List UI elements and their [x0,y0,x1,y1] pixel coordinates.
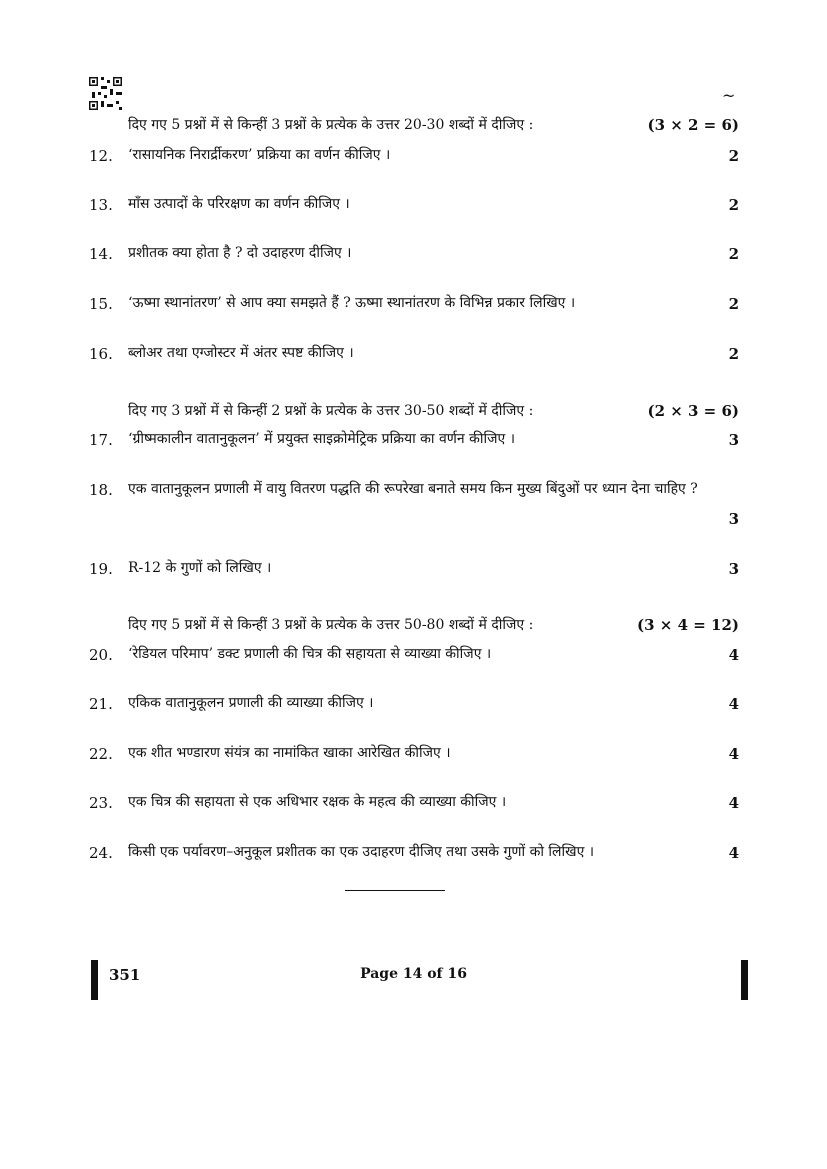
question-text: एकिक वातानुकूलन प्रणाली की व्याख्या कीजिए । [128,695,374,711]
question-text: एक चित्र की सहायता से एक अधिभार रक्षक के महत्व की व्याख्या कीजिए । [128,794,507,810]
question-text: प्रशीतक क्या होता है ? दो उदाहरण दीजिए । [128,245,352,261]
corner-symbol: ~ [722,86,736,105]
question-number: 22. [89,745,113,763]
question-marks: 2 [728,245,739,263]
question-text: R-12 के गुणों को लिखिए । [128,560,272,576]
question-text: ब्लोअर तथा एग्जोस्टर में अंतर स्पष्ट कीजिए । [128,345,354,361]
question-marks: 3 [728,560,739,578]
question-text: एक शीत भण्डारण संयंत्र का नामांकित खाका आरेखित कीजिए । [128,745,451,761]
question-number: 13. [89,196,113,214]
question-number: 14. [89,245,113,263]
question-number: 16. [89,345,113,363]
question-marks: 4 [728,794,739,812]
page-number: Page 14 of 16 [360,966,467,982]
section-instruction: दिए गए 5 प्रश्नों में से किन्हीं 3 प्रश्नों के प्रत्येक के उत्तर 20-30 शब्दों में दीजिए : [128,117,534,133]
question-number: 15. [89,295,113,313]
question-number: 20. [89,646,113,664]
question-text: ‘रासायनिक निरार्द्रीकरण’ प्रक्रिया का वर्णन कीजिए । [128,147,391,163]
question-text: ‘ग्रीष्मकालीन वातानुकूलन’ में प्रयुक्त साइक्रोमेट्रिक प्रक्रिया का वर्णन कीजिए । [128,431,516,447]
question-text: ‘ऊष्मा स्थानांतरण’ से आप क्या समझते हैं ? ऊष्मा स्थानांतरण के विभिन्न प्रकार लिखिए । [128,295,576,311]
paper-code: 351 [109,966,141,984]
section-marks: (3 × 2 = 6) [647,116,739,134]
question-number: 21. [89,695,113,713]
qr-code-icon [89,77,122,110]
section-marks: (2 × 3 = 6) [647,402,739,420]
question-marks: 2 [728,345,739,363]
question-marks: 3 [728,431,739,449]
question-marks: 2 [728,295,739,313]
footer-bar-right [741,960,748,1000]
question-text: एक वातानुकूलन प्रणाली में वायु वितरण पद्धति की रूपरेखा बनाते समय किन मुख्य बिंदुओं पर ध्यान देना चाहिए ? [128,481,698,497]
question-marks: 2 [728,196,739,214]
end-divider [345,890,445,891]
question-text: ‘रेडियल परिमाप’ डक्ट प्रणाली की चित्र की सहायता से व्याख्या कीजिए । [128,646,492,662]
question-number: 23. [89,794,113,812]
question-text: माँस उत्पादों के परिरक्षण का वर्णन कीजिए । [128,196,350,212]
question-marks: 3 [728,510,739,528]
question-number: 12. [89,147,113,165]
section-instruction: दिए गए 5 प्रश्नों में से किन्हीं 3 प्रश्नों के प्रत्येक के उत्तर 50-80 शब्दों में दीजिए : [128,617,534,633]
section-instruction: दिए गए 3 प्रश्नों में से किन्हीं 2 प्रश्नों के प्रत्येक के उत्तर 30-50 शब्दों में दीजिए : [128,403,534,419]
question-text: किसी एक पर्यावरण–अनुकूल प्रशीतक का एक उदाहरण दीजिए तथा उसके गुणों को लिखिए । [128,844,595,860]
question-number: 24. [89,844,113,862]
question-number: 18. [89,481,113,499]
question-marks: 4 [728,844,739,862]
question-marks: 4 [728,646,739,664]
question-marks: 4 [728,745,739,763]
question-marks: 2 [728,147,739,165]
question-number: 19. [89,560,113,578]
question-number: 17. [89,431,113,449]
question-marks: 4 [728,695,739,713]
section-marks: (3 × 4 = 12) [637,616,739,634]
